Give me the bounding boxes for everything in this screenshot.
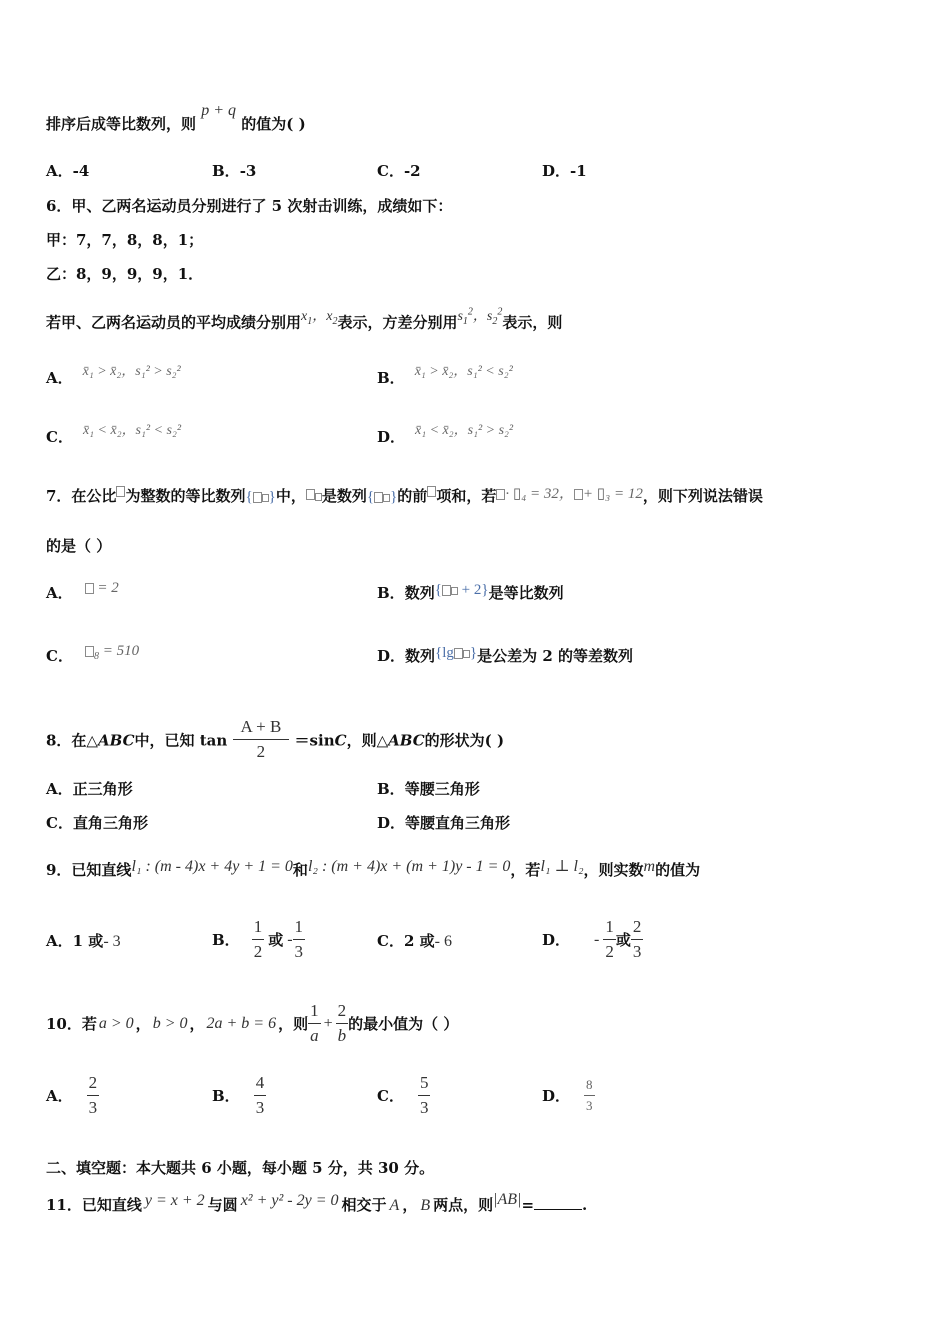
option-or: 或 bbox=[268, 930, 284, 949]
q7-p5: 的前 bbox=[397, 487, 428, 505]
q11-p5: = bbox=[521, 1196, 535, 1214]
placeholder-box-icon bbox=[85, 646, 94, 657]
q11-p4: 两点，则 bbox=[433, 1196, 494, 1214]
q10-option-c[interactable] bbox=[377, 1074, 430, 1117]
q10-p2: ，则 bbox=[278, 1014, 309, 1033]
q7-line2: 的是（ ） bbox=[46, 537, 112, 555]
q11-p2: 与圆 bbox=[207, 1196, 238, 1214]
frac-num: 1 bbox=[603, 918, 616, 940]
q11-circle: x² + y² - 2y = 0 bbox=[240, 1192, 339, 1209]
q6-var-symbols: $s_1^2$，$s_2^2$ bbox=[457, 306, 503, 327]
frac-den: 3 bbox=[88, 1098, 98, 1117]
frac-num: 5 bbox=[418, 1074, 431, 1096]
q8-p1: 8．在△ bbox=[46, 731, 98, 750]
q9-option-d-frac2 bbox=[631, 918, 644, 961]
frac-num: 2 bbox=[87, 1074, 100, 1096]
q7-option-a[interactable] bbox=[46, 580, 119, 604]
q6-line2: 甲：7，7，8，8，1； bbox=[46, 231, 204, 249]
q9-l1: l₁ : (m - 4)x + 4y + 1 = 0 bbox=[131, 858, 293, 875]
q6-option-b[interactable] bbox=[377, 364, 513, 390]
q8-option-d[interactable] bbox=[377, 813, 510, 833]
option-text: x̄₁ < x̄₂，s₁² > s₂² bbox=[415, 423, 514, 438]
option-text: x̄₁ < x̄₂，s₁² < s₂² bbox=[82, 423, 182, 438]
placeholder-box-icon bbox=[454, 648, 463, 659]
placeholder-box-icon bbox=[253, 492, 262, 503]
q6-line3: 乙：8，9，9，9，1． bbox=[46, 265, 204, 283]
frac-den: 3 bbox=[255, 1098, 265, 1117]
q7-option-d[interactable] bbox=[377, 646, 633, 667]
placeholder-box-icon bbox=[496, 489, 505, 500]
placeholder-box-icon bbox=[116, 486, 125, 497]
option-label: C． bbox=[377, 932, 404, 950]
q8-fraction-den: 2 bbox=[256, 742, 266, 761]
q9-stem bbox=[46, 860, 700, 881]
q11-point-b: B bbox=[420, 1197, 431, 1214]
q11-comma: ， bbox=[402, 1196, 418, 1214]
q7-option-d-expr: {lg } bbox=[435, 645, 478, 661]
option-c-text: 2 或 bbox=[403, 932, 435, 950]
q8-abc: ABC bbox=[97, 731, 135, 750]
option-text: 等腰三角形 bbox=[404, 780, 480, 798]
q7-eq1 bbox=[496, 486, 574, 502]
option-label: B． bbox=[377, 584, 405, 602]
option-label: D． bbox=[377, 428, 406, 446]
frac-num: 2 bbox=[336, 1002, 349, 1024]
frac-num: 8 bbox=[584, 1078, 595, 1096]
q10-frac2 bbox=[336, 1002, 349, 1045]
option-label: A． bbox=[46, 369, 73, 387]
q8-abc-2: ABC bbox=[388, 731, 425, 750]
q6-line4-b: 表示，方差分别用 bbox=[337, 313, 458, 332]
q7-line1 bbox=[46, 486, 763, 507]
option-label: D． bbox=[377, 814, 406, 832]
q10-plus: + bbox=[323, 1014, 333, 1032]
q11-point-a: A bbox=[389, 1197, 400, 1214]
q7-option-d-expr-text: lg bbox=[442, 645, 454, 661]
q8-fraction bbox=[233, 718, 290, 761]
q9-option-b-frac1 bbox=[252, 918, 265, 961]
placeholder-box-icon bbox=[442, 585, 451, 596]
q9-m: m bbox=[643, 858, 656, 875]
q9-p3: ，则实数 bbox=[583, 861, 644, 879]
placeholder-box-icon bbox=[383, 494, 390, 502]
option-label: D． bbox=[377, 647, 406, 665]
q10-option-d[interactable] bbox=[542, 1078, 595, 1113]
q7-option-c-text: = 510 bbox=[102, 643, 140, 659]
frac-den: 2 bbox=[605, 942, 614, 961]
q11-stem bbox=[46, 1191, 588, 1216]
option-or: 或 bbox=[615, 930, 631, 949]
q9-p4: 的值为 bbox=[655, 861, 701, 879]
q9-p2: ，若 bbox=[510, 861, 541, 879]
option-c-value: - 6 bbox=[434, 933, 452, 950]
option-frac bbox=[584, 1078, 595, 1113]
q11-p3: 相交于 bbox=[341, 1196, 387, 1214]
option-label: C． bbox=[46, 647, 73, 665]
q9-option-d[interactable] bbox=[542, 918, 643, 961]
option-label: C． bbox=[46, 814, 73, 832]
q6-line4-c: 表示，则 bbox=[502, 313, 563, 332]
q6-option-c[interactable] bbox=[46, 423, 182, 449]
option-frac bbox=[254, 1074, 267, 1117]
q7-option-b[interactable] bbox=[377, 583, 564, 604]
q8-option-a[interactable] bbox=[46, 779, 133, 799]
q7-eq1-text: · ▯₄ = 32， bbox=[505, 486, 574, 502]
q5-option-d[interactable] bbox=[542, 161, 587, 181]
q7-option-a-text: = 2 bbox=[97, 580, 119, 596]
placeholder-box-icon bbox=[574, 489, 583, 500]
q6-option-a[interactable] bbox=[46, 364, 181, 390]
option-pre: 数列 bbox=[404, 584, 435, 602]
q9-option-d-frac1 bbox=[603, 918, 616, 961]
q8-option-b[interactable] bbox=[377, 779, 480, 799]
option-label: B． bbox=[212, 162, 240, 180]
option-label: D． bbox=[542, 930, 571, 949]
q8-p4: ，则△ bbox=[346, 731, 389, 750]
q5-stem-suffix: 的值为( ) bbox=[241, 115, 306, 133]
q8-p5: 的形状为( ) bbox=[424, 731, 505, 750]
option-label: B． bbox=[377, 369, 405, 387]
placeholder-box-icon bbox=[463, 650, 470, 658]
frac-den: 3 bbox=[294, 942, 304, 961]
option-frac bbox=[87, 1074, 100, 1117]
option-text: $_8$ = 510 bbox=[85, 643, 139, 659]
option-label: A． bbox=[46, 584, 73, 602]
placeholder-box-icon bbox=[306, 489, 315, 500]
q5-expr: p + q bbox=[201, 102, 237, 119]
q10-comma2: ， bbox=[189, 1014, 205, 1033]
placeholder-box-icon bbox=[451, 587, 458, 595]
q7-p2: 为整数的等比数列 bbox=[125, 487, 246, 505]
q10-comma1: ， bbox=[135, 1014, 151, 1033]
q8-option-c[interactable] bbox=[46, 813, 148, 833]
option-post: 是公差为 2 的等差数列 bbox=[477, 647, 633, 665]
q9-option-a[interactable] bbox=[46, 931, 121, 952]
q10-option-b[interactable] bbox=[212, 1074, 266, 1117]
q6-line1: 6．甲、乙两名运动员分别进行了 5 次射击训练，成绩如下： bbox=[46, 197, 453, 215]
q5-option-c[interactable] bbox=[377, 161, 421, 181]
q10-p3: 的最小值为（ ） bbox=[348, 1014, 459, 1033]
q8-stem bbox=[46, 717, 505, 763]
q9-perp: l₁ ⊥ l₂ bbox=[540, 858, 584, 875]
q5-option-b[interactable] bbox=[212, 161, 256, 181]
option-label: B． bbox=[212, 1086, 240, 1105]
q9-option-c[interactable] bbox=[377, 931, 452, 952]
option-label: D． bbox=[542, 162, 571, 180]
q7-seq-an: { } bbox=[245, 489, 276, 505]
q5-stem-prefix: 排序后成等比数列，则 bbox=[46, 115, 197, 133]
q6-line4-a: 若甲、乙两名运动员的平均成绩分别用 bbox=[46, 313, 302, 332]
option-text: x̄₁ > x̄₂，s₁² < s₂² bbox=[414, 364, 513, 379]
option-label: A． bbox=[46, 1086, 73, 1105]
option-neg: - bbox=[594, 930, 600, 948]
q7-seq-an-2: { } bbox=[366, 489, 398, 505]
frac-den: b bbox=[337, 1026, 347, 1045]
q8-p2: 中，已知 tan bbox=[134, 731, 228, 750]
q11-line: y = x + 2 bbox=[144, 1192, 205, 1209]
frac-den: 3 bbox=[586, 1098, 593, 1113]
q5-stem bbox=[46, 102, 306, 135]
q11-p1: 11．已知直线 bbox=[46, 1196, 142, 1214]
q7-p6: 项和，若 bbox=[436, 487, 497, 505]
q9-option-b-frac2 bbox=[293, 918, 306, 961]
placeholder-box-icon bbox=[374, 492, 383, 503]
q6-mean-symbols: $x_1$，$x_2$ bbox=[301, 308, 338, 327]
option-label: A． bbox=[46, 780, 73, 798]
q7-p1: 7．在公比 bbox=[46, 487, 117, 505]
option-label: B． bbox=[377, 780, 405, 798]
q7-option-c[interactable] bbox=[46, 643, 140, 673]
q7-option-b-expr-text: + 2 bbox=[461, 582, 482, 598]
option-label: C． bbox=[377, 1086, 404, 1105]
frac-den: 2 bbox=[253, 942, 263, 961]
q9-and: 和 bbox=[292, 861, 308, 879]
option-text: -4 bbox=[72, 162, 90, 180]
option-a-text: 1 或 bbox=[72, 932, 104, 950]
option-neg: - bbox=[287, 930, 293, 948]
q7-p4: 是数列 bbox=[321, 487, 367, 505]
q9-l2: l₂ : (m + 4)x + (m + 1)y - 1 = 0 bbox=[307, 858, 511, 875]
q7-p7: ，则下列说法错误 bbox=[642, 487, 763, 505]
q11-answer-blank[interactable] bbox=[534, 1195, 582, 1210]
q6-option-d[interactable] bbox=[377, 423, 514, 449]
placeholder-box-icon bbox=[315, 493, 322, 501]
option-text: 直角三角形 bbox=[72, 814, 148, 832]
q7-eq2 bbox=[574, 486, 643, 502]
frac-num: 1 bbox=[293, 918, 306, 940]
q10-p1: 10．若 bbox=[46, 1014, 97, 1033]
frac-den: 3 bbox=[632, 942, 642, 961]
option-label: A． bbox=[46, 932, 73, 950]
q9-option-b[interactable] bbox=[212, 918, 305, 961]
q10-c2: b > 0 bbox=[152, 1014, 188, 1032]
frac-num: 4 bbox=[254, 1074, 267, 1096]
q6-line4 bbox=[46, 306, 563, 339]
option-label: B． bbox=[212, 930, 240, 949]
option-post: 是等比数列 bbox=[488, 584, 564, 602]
q9-p1: 9．已知直线 bbox=[46, 861, 132, 879]
q8-fraction-num: A + B bbox=[233, 718, 290, 740]
option-text bbox=[85, 580, 119, 596]
frac-num: 1 bbox=[252, 918, 265, 940]
option-text: -3 bbox=[239, 162, 257, 180]
option-label: C． bbox=[377, 162, 404, 180]
placeholder-box-icon bbox=[85, 583, 94, 594]
section2-title: 二、填空题：本大题共 6 小题，每小题 5 分，共 30 分。 bbox=[46, 1159, 435, 1177]
option-label: C． bbox=[46, 428, 73, 446]
q11-ab: |AB| bbox=[493, 1191, 522, 1208]
option-text: -1 bbox=[570, 162, 587, 180]
q10-option-a[interactable] bbox=[46, 1074, 99, 1117]
q10-c1: a > 0 bbox=[98, 1014, 134, 1032]
q7-option-b-expr: { + 2} bbox=[434, 582, 489, 598]
q11-p6: . bbox=[582, 1196, 588, 1214]
placeholder-box-icon bbox=[262, 494, 269, 502]
option-text: 正三角形 bbox=[72, 780, 133, 798]
frac-den: 3 bbox=[419, 1098, 429, 1117]
q10-c3: 2a + b = 6 bbox=[206, 1014, 277, 1032]
q5-option-a[interactable] bbox=[46, 161, 89, 181]
q7-eq2-text: + ▯₃ = 12 bbox=[582, 486, 643, 502]
q10-frac1 bbox=[308, 1002, 321, 1045]
option-label: A． bbox=[46, 162, 73, 180]
option-text: -2 bbox=[403, 162, 421, 180]
placeholder-box-icon bbox=[427, 486, 436, 497]
q10-stem bbox=[46, 1002, 458, 1045]
q8-c: C bbox=[334, 731, 347, 750]
q8-p3: ＝sin bbox=[294, 731, 335, 750]
option-frac bbox=[418, 1074, 431, 1117]
option-label: D． bbox=[542, 1086, 571, 1105]
frac-num: 1 bbox=[308, 1002, 321, 1024]
q7-p3: 中， bbox=[275, 487, 306, 505]
option-text: x̄₁ > x̄₂，s₁² > s₂² bbox=[82, 364, 181, 379]
option-a-value: - 3 bbox=[103, 933, 121, 950]
option-text: 等腰直角三角形 bbox=[405, 814, 511, 832]
frac-den: a bbox=[310, 1026, 319, 1045]
option-pre: 数列 bbox=[405, 647, 436, 665]
frac-num: 2 bbox=[631, 918, 644, 940]
